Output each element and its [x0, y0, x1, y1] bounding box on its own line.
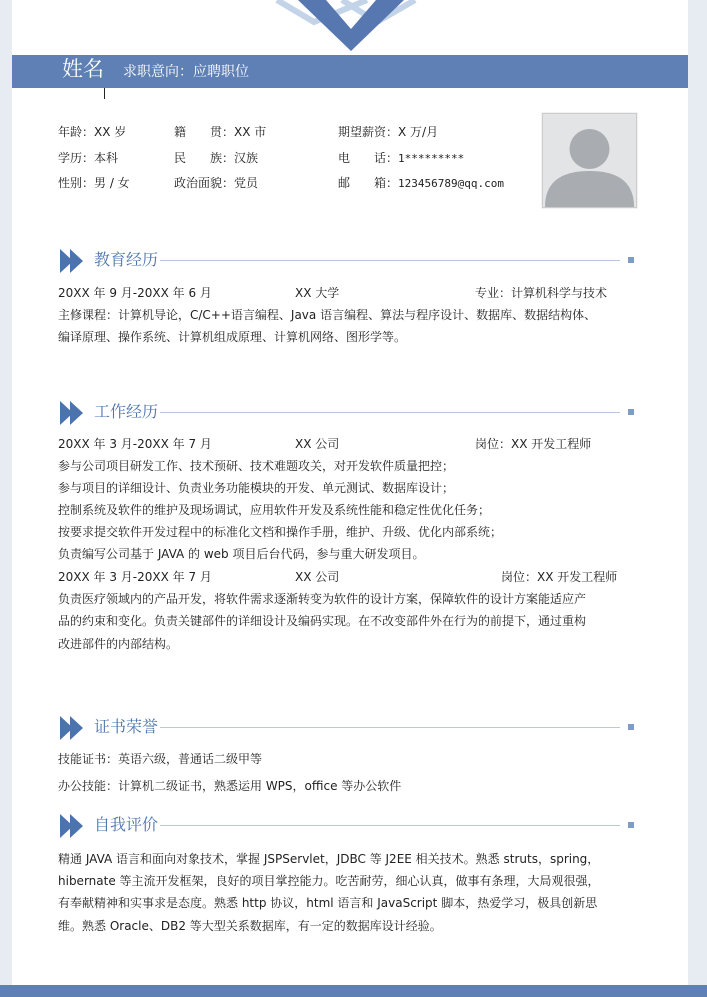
cert-skills: 技能证书：英语六级，普通话二级甲等 [58, 752, 263, 766]
info-education: 学历：本科 [58, 151, 119, 165]
section-header-self-evaluation [60, 813, 640, 839]
job1-position: 岗位：XX 开发工程师 [475, 437, 592, 451]
avatar-placeholder-icon [543, 114, 636, 207]
job2-duty: 改进部件的内部结构。 [58, 637, 179, 651]
section-divider [160, 825, 620, 826]
self-eval-line: hibernate 等主流开发框架，良好的项目掌控能力。吃苦耐劳，细心认真，做事有条理，大局观很强， [58, 874, 600, 888]
job1-duty: 按要求提交软件开发过程中的标准化文档和操作手册，维护、升级、优化内部系统； [58, 525, 503, 539]
section-title-work: 工作经历 [94, 402, 159, 421]
job1-duty: 参与项目的详细设计、负责业务功能模块的开发、单元测试、数据库设计； [58, 481, 455, 495]
education-courses-line: 主修课程：计算机导论，C/C++语言编程、Java 语言编程、算法与程序设计、数据库、数据结构体、 [58, 308, 597, 322]
job2-duty: 负责医疗领域内的产品开发，将软件需求逐渐转变为软件的设计方案，保障软件的设计方案能适应产 [58, 592, 587, 606]
section-divider [160, 412, 620, 413]
section-end-marker [628, 409, 634, 415]
section-end-marker [628, 257, 634, 263]
info-email [338, 176, 504, 191]
section-header-certificates [60, 715, 640, 741]
section-divider [160, 727, 620, 728]
top-chevron-decoration [12, 0, 688, 60]
cert-office: 办公技能：计算机二级证书，熟悉运用 WPS，office 等办公软件 [58, 779, 402, 793]
info-ethnicity [174, 151, 258, 165]
job2-position: 岗位：XX 开发工程师 [501, 570, 618, 584]
self-eval-line: 有奉献精神和实事求是态度。熟悉 http 协议，html 语言和 JavaScript 脚本，热爱学习，极具创新思 [58, 896, 598, 910]
education-period: 20XX 年 9 月-20XX 年 6 月 [58, 286, 212, 300]
job2-company: XX 公司 [295, 570, 340, 584]
double-arrow-icon [60, 248, 90, 274]
text-cursor [104, 88, 105, 99]
info-origin [174, 125, 266, 139]
job1-duty: 参与公司项目研发工作、技术预研、技术难题攻关，对开发软件质量把控； [58, 459, 455, 473]
info-email-label: 邮 箱： [338, 176, 399, 190]
info-email-value: 123456789@qq.com [398, 177, 504, 190]
name-banner [12, 55, 688, 88]
info-phone [338, 151, 464, 166]
education-school: XX 大学 [295, 286, 340, 300]
info-politics-value: 党员 [234, 176, 259, 190]
section-header-education [60, 248, 640, 274]
info-origin-value: XX 市 [234, 125, 267, 139]
job2-duty: 品的约束和变化。负责关键部件的详细设计及编码实现。在不改变部件外在行为的前提下，通过重构 [58, 614, 587, 628]
footer-bar [0, 985, 707, 997]
info-salary: 期望薪资：X 万/月 [338, 125, 439, 139]
self-eval-line: 精通 JAVA 语言和面向对象技术，掌握 JSPServlet，JDBC 等 J2EE 相关技术。熟悉 struts，spring， [58, 852, 600, 866]
info-gender: 性别：男 / 女 [58, 176, 130, 190]
resume-page [12, 0, 688, 997]
profile-photo[interactable] [542, 113, 637, 208]
section-end-marker [628, 822, 634, 828]
section-end-marker [628, 724, 634, 730]
education-courses-line: 编译原理、操作系统、计算机组成原理、计算机网络、图形学等。 [58, 330, 407, 344]
job1-duty: 控制系统及软件的维护及现场调试，应用软件开发及系统性能和稳定性优化任务； [58, 503, 491, 517]
info-origin-label: 籍 贯： [174, 125, 235, 139]
job2-period: 20XX 年 3 月-20XX 年 7 月 [58, 570, 212, 584]
section-divider [160, 260, 620, 261]
section-header-work [60, 400, 640, 426]
info-politics [174, 176, 258, 190]
double-arrow-icon [60, 715, 90, 741]
job1-company: XX 公司 [295, 437, 340, 451]
job1-duty: 负责编写公司基于 JAVA 的 web 项目后台代码，参与重大研发项目。 [58, 547, 425, 561]
info-phone-label: 电 话： [338, 151, 399, 165]
info-ethnicity-label: 民 族： [174, 151, 235, 165]
section-title-certificates: 证书荣誉 [94, 717, 159, 736]
job-intent: 求职意向：应聘职位 [123, 64, 249, 80]
info-age: 年龄：XX 岁 [58, 125, 127, 139]
candidate-name: 姓名 [62, 57, 104, 81]
job1-period: 20XX 年 3 月-20XX 年 7 月 [58, 437, 212, 451]
education-major: 专业：计算机科学与技术 [475, 286, 608, 300]
info-phone-value: 1********* [398, 152, 465, 165]
section-title-self-evaluation: 自我评价 [94, 815, 159, 834]
section-title-education: 教育经历 [94, 250, 159, 269]
info-ethnicity-value: 汉族 [234, 151, 259, 165]
double-arrow-icon [60, 813, 90, 839]
info-politics-label: 政治面貌： [174, 176, 235, 190]
double-arrow-icon [60, 400, 90, 426]
self-eval-line: 维。熟悉 Oracle、DB2 等大型关系数据库，有一定的数据库设计经验。 [58, 919, 442, 933]
